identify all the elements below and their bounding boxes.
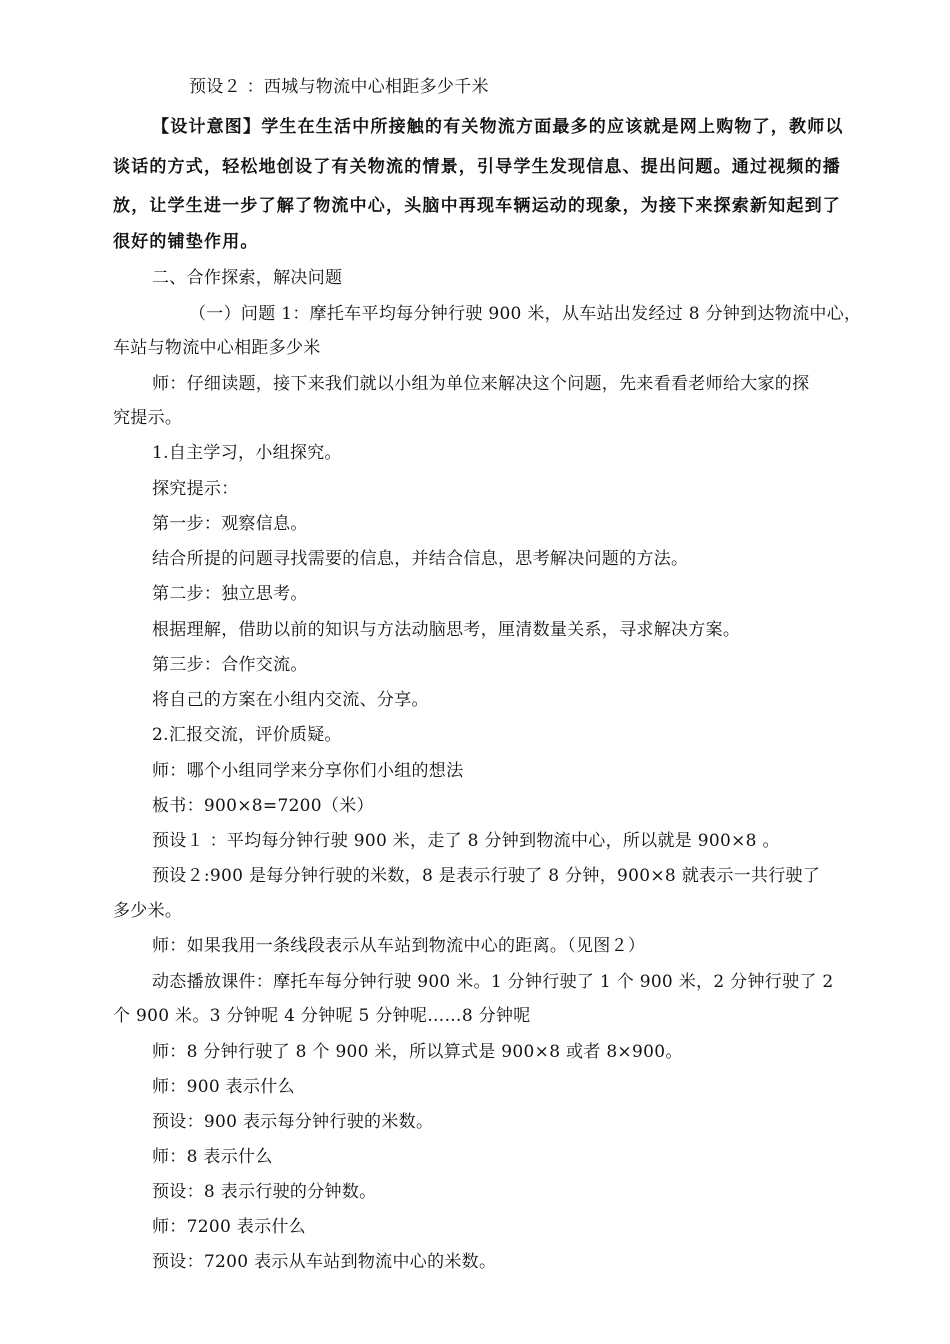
teacher-read-line-1: 师：仔细读题，接下来我们就以小组为单位来解决这个问题，先来看看老师给大家的探 [152,374,810,394]
preset-answer-900: 预设：900 表示每分钟行驶的米数。 [152,1112,434,1132]
step-3-title: 第三步：合作交流。 [152,655,308,675]
step-1-body: 结合所提的问题寻找需要的信息，并结合信息，思考解决问题的方法。 [152,549,689,569]
step-2-body: 根据理解，借助以前的知识与方法动脑思考，厘清数量关系，寻求解决方案。 [152,620,741,640]
problem-1-line-2: 车站与物流中心相距多少米 [113,338,321,358]
preset-2-west-city: 预设２ ：西城与物流中心相距多少千米 [189,77,489,97]
design-intent-line-4: 很好的铺垫作用。 [113,232,259,252]
step-2-title: 第二步：独立思考。 [152,584,308,604]
problem-1-line-1: （一）问题 1：摩托车平均每分钟行驶 900 米，从车站出发经过 8 分钟到达物流中心， [189,304,862,324]
design-intent-line-3: 放，让学生进一步了解了物流中心，头脑中再现车辆运动的现象，为接下来探索新知起到了 [113,196,841,216]
step-3-body: 将自己的方案在小组内交流、分享。 [152,690,429,710]
preset-answer-7200: 预设：7200 表示从车站到物流中心的米数。 [152,1252,497,1272]
teacher-read-line-2: 究提示。 [113,408,183,428]
preset-answer-8: 预设：8 表示行驶的分钟数。 [152,1182,377,1202]
section-heading-2: 二、合作探索，解决问题 [152,268,343,288]
design-intent-line-2: 谈话的方式，轻松地创设了有关物流的情景，引导学生发现信息、提出问题。通过视频的播 [113,157,841,177]
preset-1-answer: 预设１ ：平均每分钟行驶 900 米，走了 8 分钟到物流中心，所以就是 900×8 。 [152,831,780,851]
teacher-question-7200: 师：7200 表示什么 [152,1217,306,1237]
step-heading-report: 2.汇报交流，评价质疑。 [152,725,342,745]
exploration-hint-label: 探究提示： [152,479,239,499]
teacher-line-segment: 师：如果我用一条线段表示从车站到物流中心的距离。（见图２） [152,936,646,956]
teacher-question-8: 师：8 表示什么 [152,1147,273,1167]
preset-2-answer-line-2: 多少米。 [113,901,183,921]
teacher-question-900: 师：900 表示什么 [152,1077,295,1097]
step-heading-self-study: 1.自主学习，小组探究。 [152,443,342,463]
courseware-line-2: 个 900 米。3 分钟呢 4 分钟呢 5 分钟呢……8 分钟呢 [113,1006,531,1026]
design-intent-line-1: 【设计意图】学生在生活中所接触的有关物流方面最多的应该就是网上购物了，教师以 [152,117,844,137]
teacher-share-question: 师：哪个小组同学来分享你们小组的想法 [152,761,464,781]
courseware-line-1: 动态播放课件：摩托车每分钟行驶 900 米。1 分钟行驶了 1 个 900 米，2 分钟行驶了 2 [152,972,834,992]
blackboard-equation: 板书：900×8=7200（米） [152,796,374,816]
teacher-equation-summary: 师：8 分钟行驶了 8 个 900 米，所以算式是 900×8 或者 8×900。 [152,1042,683,1062]
preset-2-answer-line-1: 预设２:900 是每分钟行驶的米数，8 是表示行驶了 8 分钟，900×8 就表示一共行驶了 [152,866,821,886]
step-1-title: 第一步：观察信息。 [152,514,308,534]
